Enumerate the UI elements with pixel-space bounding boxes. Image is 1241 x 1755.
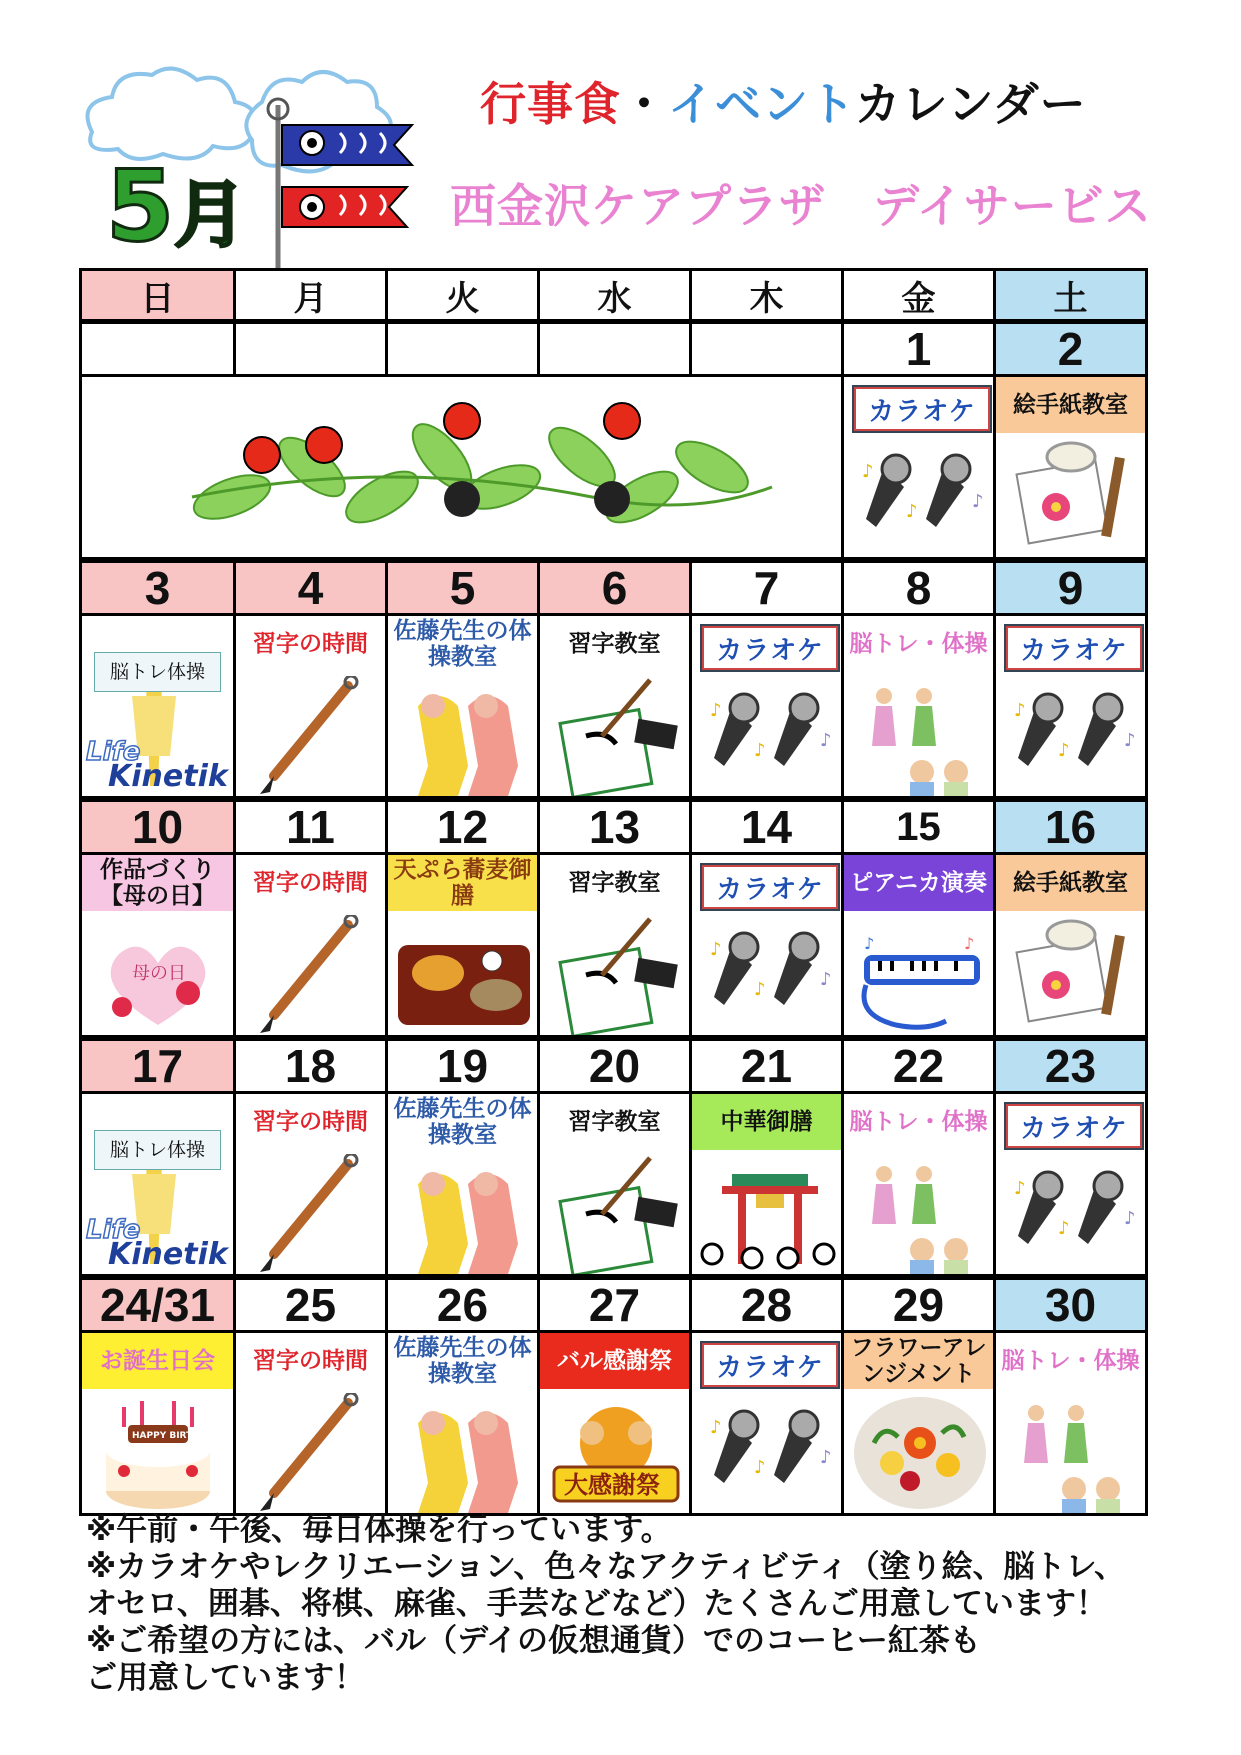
- weekday-header: 土: [993, 268, 1148, 322]
- event-label: お誕生日会: [82, 1333, 233, 1389]
- kinetik-life: Life: [86, 1215, 141, 1245]
- date-cell: 22: [841, 1038, 996, 1094]
- calendar-grid: [79, 268, 1153, 1508]
- note-line: ご用意しています！: [86, 1660, 365, 1696]
- calendar-header: [0, 0, 1241, 270]
- date-cell: 10: [79, 799, 236, 855]
- event-label: 習字教室: [568, 631, 661, 657]
- event-cell: [233, 613, 388, 799]
- brush-icon: [236, 676, 385, 796]
- svg-text:♪: ♪: [820, 730, 832, 751]
- event-cell: [537, 1091, 692, 1277]
- date-cell: 26: [385, 1277, 540, 1333]
- svg-text:♪: ♪: [820, 969, 832, 990]
- seniors-exercise-icon: [996, 1393, 1145, 1513]
- facility-name: 西金沢ケアプラザ デイサービス: [450, 179, 1152, 233]
- event-label: フラワーアレンジメント: [844, 1333, 993, 1389]
- brush-icon: [236, 915, 385, 1035]
- weekday-header: 木: [689, 268, 844, 322]
- event-cell: [993, 374, 1148, 560]
- event-cell: [537, 852, 692, 1038]
- event-label: 佐藤先生の体操教室: [393, 1096, 532, 1148]
- date-cell: 3: [79, 560, 236, 616]
- karaoke-mic-icon: [692, 915, 841, 1035]
- event-cell: [79, 1330, 236, 1516]
- note-line: オセロ、囲碁、将棋、麻雀、手芸などなど）たくさんご用意しています！: [86, 1586, 1107, 1622]
- event-label: 習字の時間: [253, 1348, 368, 1374]
- svg-text:♪: ♪: [754, 740, 766, 761]
- date-cell: 6: [537, 560, 692, 616]
- svg-text:♪: ♪: [1014, 1178, 1026, 1199]
- date-cell: 5: [385, 560, 540, 616]
- event-cell: [79, 1091, 236, 1277]
- brush-icon: [236, 1154, 385, 1274]
- karaoke-badge: カラオケ: [1006, 626, 1142, 670]
- event-label: 習字の時間: [253, 631, 368, 657]
- date-cell: 1: [841, 321, 996, 377]
- calligraphy-icon: [540, 1154, 689, 1274]
- event-cell: [537, 1330, 692, 1516]
- kinetik-icon: [82, 616, 233, 796]
- weekday-header: 水: [537, 268, 692, 322]
- karaoke-mic-icon: [996, 1154, 1145, 1274]
- chinatown-gate-icon: [692, 1154, 841, 1274]
- date-cell: 9: [993, 560, 1148, 616]
- svg-text:母の日: 母の日: [132, 963, 186, 984]
- karaoke-mic-icon: [692, 676, 841, 796]
- svg-text:♪: ♪: [964, 934, 975, 953]
- date-cell: 21: [689, 1038, 844, 1094]
- event-cell: [385, 1330, 540, 1516]
- kinetik-icon: [82, 1094, 233, 1274]
- etegami-icon: [996, 437, 1145, 557]
- karaoke-badge: カラオケ: [702, 1343, 838, 1387]
- event-label: 佐藤先生の体操教室: [393, 618, 532, 670]
- event-cell: [993, 1091, 1148, 1277]
- brush-icon: [236, 1393, 385, 1513]
- ladybug-leaves-icon: [82, 377, 844, 557]
- karaoke-mic-icon: [844, 437, 993, 557]
- tempura-soba-icon: [388, 915, 537, 1035]
- event-cell: [841, 1091, 996, 1277]
- koinobori-icon: [250, 95, 460, 275]
- event-label: 絵手紙教室: [996, 377, 1145, 433]
- svg-text:HAPPY BIRTHDAY: HAPPY BIRTHDAY: [132, 1431, 220, 1441]
- date-cell: 20: [537, 1038, 692, 1094]
- svg-text:♪: ♪: [1058, 1218, 1070, 1239]
- date-cell: 16: [993, 799, 1148, 855]
- exercise-icon: [388, 1154, 537, 1274]
- event-cell: [841, 1330, 996, 1516]
- event-cell: [689, 1091, 844, 1277]
- mothers-day-icon: [82, 915, 233, 1035]
- date-cell: 30: [993, 1277, 1148, 1333]
- svg-text:♪: ♪: [1014, 700, 1026, 721]
- svg-text:♪: ♪: [972, 491, 984, 512]
- karaoke-badge: カラオケ: [702, 626, 838, 670]
- date-cell: 28: [689, 1277, 844, 1333]
- date-cell: 4: [233, 560, 388, 616]
- svg-text:♪: ♪: [1124, 1208, 1136, 1229]
- exercise-icon: [388, 676, 537, 796]
- karaoke-badge: カラオケ: [854, 387, 990, 431]
- svg-text:♪: ♪: [710, 700, 722, 721]
- page-title: 行事食・イベントカレンダー: [480, 77, 1087, 131]
- svg-text:♪: ♪: [1058, 740, 1070, 761]
- event-label: 脳トレ・体操: [849, 631, 988, 657]
- event-label: 中華御膳: [692, 1094, 841, 1150]
- kinetik-life: Life: [86, 737, 141, 767]
- karaoke-badge: カラオケ: [702, 865, 838, 909]
- event-cell: [993, 852, 1148, 1038]
- event-label: 天ぷら蕎麦御膳: [388, 855, 537, 911]
- date-cell: 23: [993, 1038, 1148, 1094]
- event-cell: [841, 613, 996, 799]
- event-cell: [385, 852, 540, 1038]
- event-cell: [233, 852, 388, 1038]
- event-cell: [993, 1330, 1148, 1516]
- event-cell: [385, 1091, 540, 1277]
- date-cell: 27: [537, 1277, 692, 1333]
- event-label: 習字の時間: [253, 870, 368, 896]
- svg-text:♪: ♪: [820, 1447, 832, 1468]
- svg-text:♪: ♪: [906, 501, 918, 522]
- karaoke-badge: カラオケ: [1006, 1104, 1142, 1148]
- weekday-header: 月: [233, 268, 388, 322]
- event-label: バル感謝祭: [540, 1333, 689, 1389]
- date-cell: [385, 321, 540, 377]
- seniors-exercise-icon: [844, 676, 993, 796]
- event-label: 習字教室: [568, 1109, 661, 1135]
- date-cell: [537, 321, 692, 377]
- karaoke-mic-icon: [996, 676, 1145, 796]
- event-label: 絵手紙教室: [996, 855, 1145, 911]
- karaoke-mic-icon: [692, 1393, 841, 1513]
- calligraphy-icon: [540, 915, 689, 1035]
- event-label: 習字の時間: [253, 1109, 368, 1135]
- ladybug-decoration: [79, 374, 844, 560]
- event-label: 佐藤先生の体操教室: [393, 1335, 532, 1387]
- svg-text:大感謝祭: 大感謝祭: [564, 1471, 660, 1499]
- note-line: ※午前・午後、毎日体操を行っています。: [86, 1512, 672, 1548]
- event-cell: [79, 852, 236, 1038]
- calligraphy-icon: [540, 676, 689, 796]
- event-cell: [233, 1330, 388, 1516]
- svg-text:♪: ♪: [862, 461, 874, 482]
- note-line: ※カラオケやレクリエーション、色々なアクティビティ（塗り絵、脳トレ、: [86, 1549, 1126, 1585]
- event-cell: [841, 374, 996, 560]
- event-cell: [233, 1091, 388, 1277]
- event-label: 脳トレ体操: [94, 1130, 221, 1170]
- event-label: 作品づくり【母の日】: [82, 855, 233, 911]
- date-cell: 13: [537, 799, 692, 855]
- date-cell: [79, 321, 236, 377]
- svg-text:♪: ♪: [754, 1457, 766, 1478]
- date-cell: 2: [993, 321, 1148, 377]
- event-cell: [537, 613, 692, 799]
- event-cell: [993, 613, 1148, 799]
- event-label: 脳トレ体操: [94, 652, 221, 692]
- event-label: 脳トレ・体操: [1001, 1348, 1140, 1374]
- date-cell: 29: [841, 1277, 996, 1333]
- date-cell: 12: [385, 799, 540, 855]
- svg-text:♪: ♪: [710, 1417, 722, 1438]
- date-cell: 17: [79, 1038, 236, 1094]
- weekday-header: 金: [841, 268, 996, 322]
- event-cell: [841, 852, 996, 1038]
- event-cell: [689, 1330, 844, 1516]
- thanks-festival-icon: [540, 1393, 689, 1513]
- event-label: ピアニカ演奏: [844, 855, 993, 911]
- note-line: ※ご希望の方には、バル（デイの仮想通貨）でのコーヒー紅茶も: [86, 1623, 981, 1659]
- event-label: 脳トレ・体操: [849, 1109, 988, 1135]
- event-cell: [689, 852, 844, 1038]
- event-cell: [79, 613, 236, 799]
- date-cell: 11: [233, 799, 388, 855]
- svg-text:♪: ♪: [710, 939, 722, 960]
- pianica-icon: [844, 915, 993, 1035]
- weekday-header: 日: [79, 268, 236, 322]
- kinetik-name: Kinetik: [108, 759, 228, 794]
- date-cell: [233, 321, 388, 377]
- notes: [86, 1512, 1236, 1697]
- seniors-exercise-icon: [844, 1154, 993, 1274]
- weekday-header: 火: [385, 268, 540, 322]
- date-cell: 8: [841, 560, 996, 616]
- date-cell: 25: [233, 1277, 388, 1333]
- etegami-icon: [996, 915, 1145, 1035]
- month-label: 5月: [106, 150, 247, 264]
- date-cell: [689, 321, 844, 377]
- date-cell: 15: [841, 799, 996, 855]
- date-cell: 7: [689, 560, 844, 616]
- svg-text:♪: ♪: [754, 979, 766, 1000]
- kinetik-name: Kinetik: [108, 1237, 228, 1272]
- date-cell: 24/31: [79, 1277, 236, 1333]
- svg-text:♪: ♪: [1124, 730, 1136, 751]
- exercise-icon: [388, 1393, 537, 1513]
- svg-text:♪: ♪: [864, 934, 875, 953]
- date-cell: 14: [689, 799, 844, 855]
- flower-icon: [844, 1393, 993, 1513]
- event-cell: [385, 613, 540, 799]
- birthday-cake-icon: [82, 1393, 233, 1513]
- event-cell: [689, 613, 844, 799]
- date-cell: 18: [233, 1038, 388, 1094]
- event-label: 習字教室: [568, 870, 661, 896]
- date-cell: 19: [385, 1038, 540, 1094]
